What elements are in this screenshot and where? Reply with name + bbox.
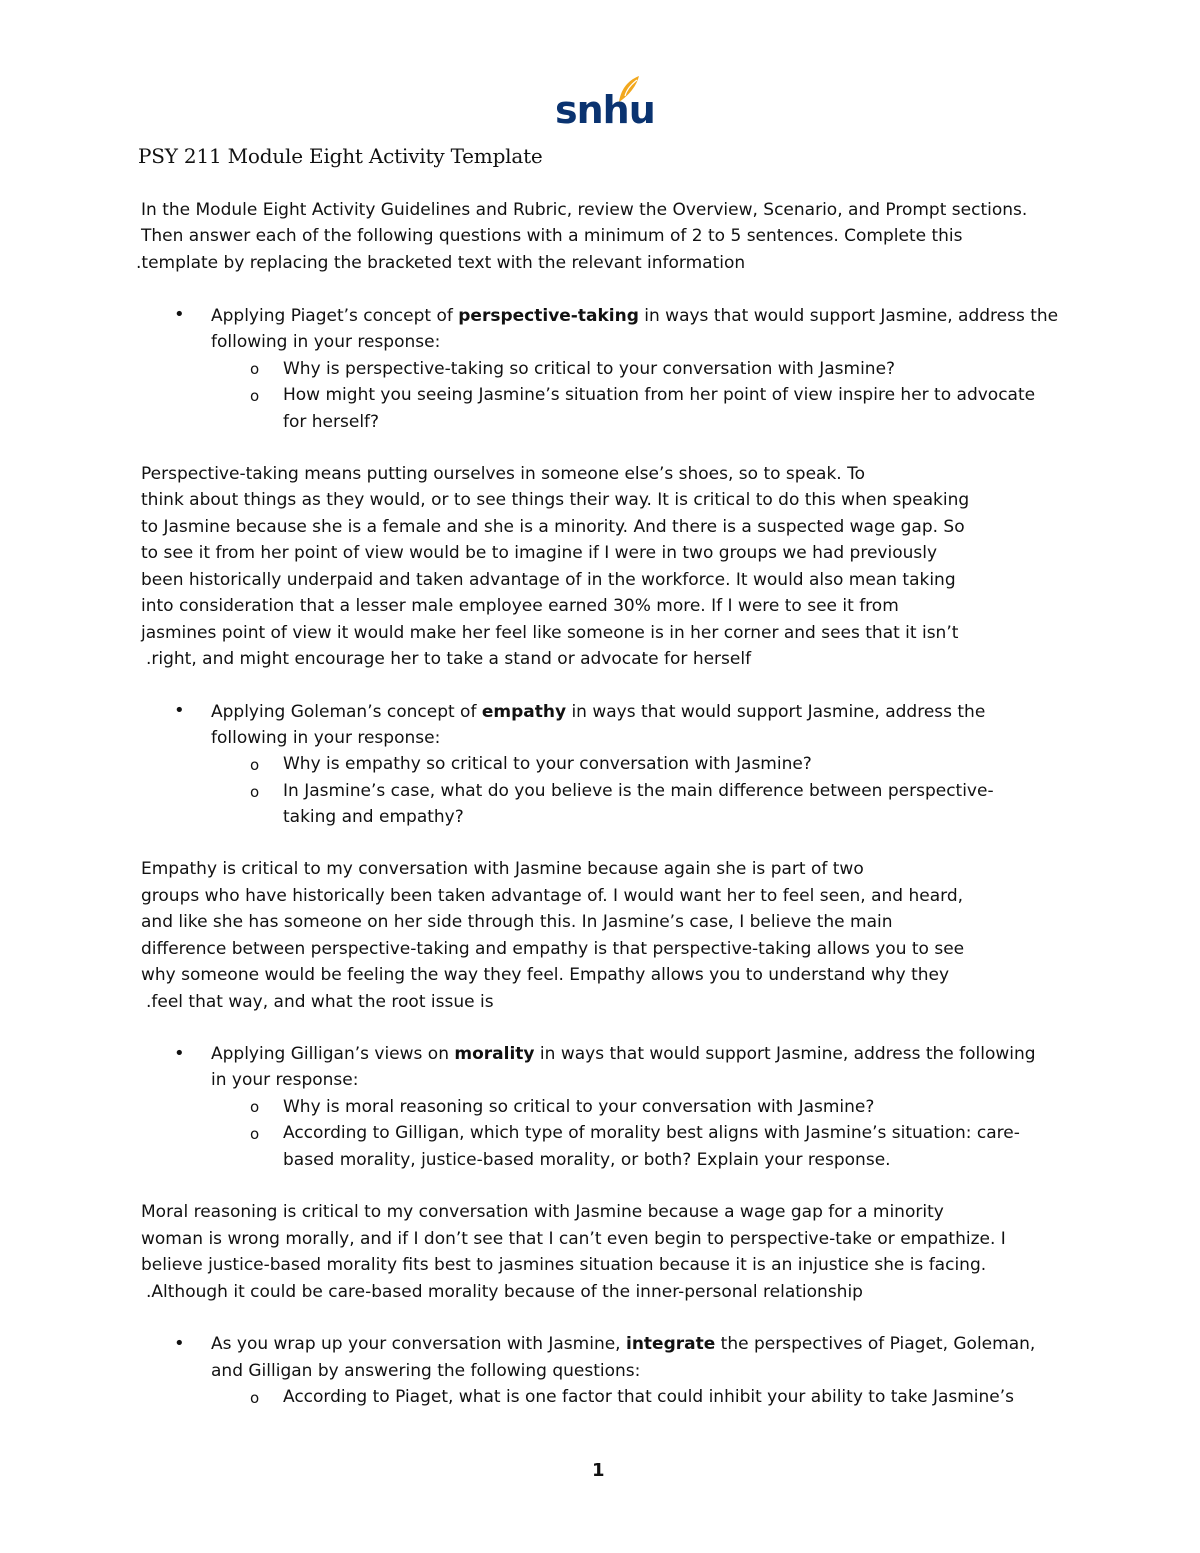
sub-question: Why is empathy so critical to your conversation with Jasmine? xyxy=(283,754,812,774)
prompt-bullet: Applying Piaget’s concept of perspective-taking in ways that would support Jasmine, address the xyxy=(211,306,1059,326)
prompt-bullet: Applying Gilligan’s views on morality in ways that would support Jasmine, address the following xyxy=(211,1044,1036,1064)
sub-bullet-icon: o xyxy=(250,783,260,801)
prompt-bullet: As you wrap up your conversation with Jasmine, integrate the perspectives of Piaget, Goleman, xyxy=(211,1334,1036,1354)
bullet-icon: • xyxy=(174,1043,185,1064)
sub-question: Why is perspective-taking so critical to your conversation with Jasmine? xyxy=(283,359,896,379)
answer-line: why someone would be feeling the way they feel. Empathy allows you to understand why they xyxy=(141,965,950,985)
sub-bullet-icon: o xyxy=(250,756,260,774)
logo-wordmark: snhu xyxy=(555,88,655,132)
sub-bullet-icon: o xyxy=(250,1125,260,1143)
sub-question: According to Piaget, what is one factor that could inhibit your ability to take Jasmine’s xyxy=(283,1387,1015,1407)
answer-line: think about things as they would, or to see things their way. It is critical to do this when speaking xyxy=(141,490,970,510)
intro-line: In the Module Eight Activity Guidelines and Rubric, review the Overview, Scenario, and Prompt sections. xyxy=(141,200,1028,220)
sub-question-cont: taking and empathy? xyxy=(283,807,464,827)
answer-line: Empathy is critical to my conversation with Jasmine because again she is part of two xyxy=(141,859,864,879)
sub-question: How might you seeing Jasmine’s situation from her point of view inspire her to advocate xyxy=(283,385,1036,405)
prompt-bullet-cont: following in your response: xyxy=(211,332,441,352)
answer-line: Perspective-taking means putting ourselves in someone else’s shoes, so to speak. To xyxy=(141,464,865,484)
intro-line: Then answer each of the following questions with a minimum of 2 to 5 sentences. Complete this xyxy=(141,226,963,246)
sub-bullet-icon: o xyxy=(250,1098,260,1116)
prompt-bullet-cont: following in your response: xyxy=(211,728,441,748)
sub-question-cont: based morality, justice-based morality, or both? Explain your response. xyxy=(283,1150,891,1170)
answer-line: difference between perspective-taking and empathy is that perspective-taking allows you to see xyxy=(141,939,965,959)
sub-question: According to Gilligan, which type of morality best aligns with Jasmine’s situation: care- xyxy=(283,1123,1020,1143)
answer-line: jasmines point of view it would make her feel like someone is in her corner and sees that it isn’t xyxy=(141,623,959,643)
bullet-icon: • xyxy=(174,700,185,721)
answer-line: woman is wrong morally, and if I don’t see that I can’t even begin to perspective-take or empathize. I xyxy=(141,1229,1006,1249)
answer-line: to see it from her point of view would be to imagine if I were in two groups we had previously xyxy=(141,543,938,563)
intro-line: .template by replacing the bracketed text with the relevant information xyxy=(136,253,746,273)
sub-bullet-icon: o xyxy=(250,360,260,378)
answer-line: to Jasmine because she is a female and she is a minority. And there is a suspected wage gap. So xyxy=(141,517,965,537)
sub-question: Why is moral reasoning so critical to your conversation with Jasmine? xyxy=(283,1097,875,1117)
answer-line: into consideration that a lesser male employee earned 30% more. If I were to see it from xyxy=(141,596,899,616)
sub-bullet-icon: o xyxy=(250,387,260,405)
answer-line: groups who have historically been taken advantage of. I would want her to feel seen, and heard, xyxy=(141,886,964,906)
page-number: 1 xyxy=(592,1460,605,1481)
bullet-icon: • xyxy=(174,304,185,325)
answer-line: and like she has someone on her side through this. In Jasmine’s case, I believe the main xyxy=(141,912,893,932)
prompt-bullet-cont: and Gilligan by answering the following questions: xyxy=(211,1361,641,1381)
answer-line: .feel that way, and what the root issue is xyxy=(146,992,494,1012)
bullet-icon: • xyxy=(174,1333,185,1354)
prompt-bullet: Applying Goleman’s concept of empathy in ways that would support Jasmine, address the xyxy=(211,702,986,722)
snhu-logo xyxy=(555,74,655,134)
answer-line: believe justice-based morality fits best to jasmines situation because it is an injustice she is facing. xyxy=(141,1255,987,1275)
sub-bullet-icon: o xyxy=(250,1389,260,1407)
prompt-bullet-cont: in your response: xyxy=(211,1070,359,1090)
document-title: PSY 211 Module Eight Activity Template xyxy=(138,144,543,168)
answer-line: .right, and might encourage her to take a stand or advocate for herself xyxy=(146,649,752,669)
answer-line: .Although it could be care-based morality because of the inner-personal relationship xyxy=(146,1282,863,1302)
sub-question-cont: for herself? xyxy=(283,412,380,432)
answer-line: Moral reasoning is critical to my conversation with Jasmine because a wage gap for a minority xyxy=(141,1202,944,1222)
answer-line: been historically underpaid and taken advantage of in the workforce. It would also mean taking xyxy=(141,570,956,590)
sub-question: In Jasmine’s case, what do you believe is the main difference between perspective- xyxy=(283,781,994,801)
